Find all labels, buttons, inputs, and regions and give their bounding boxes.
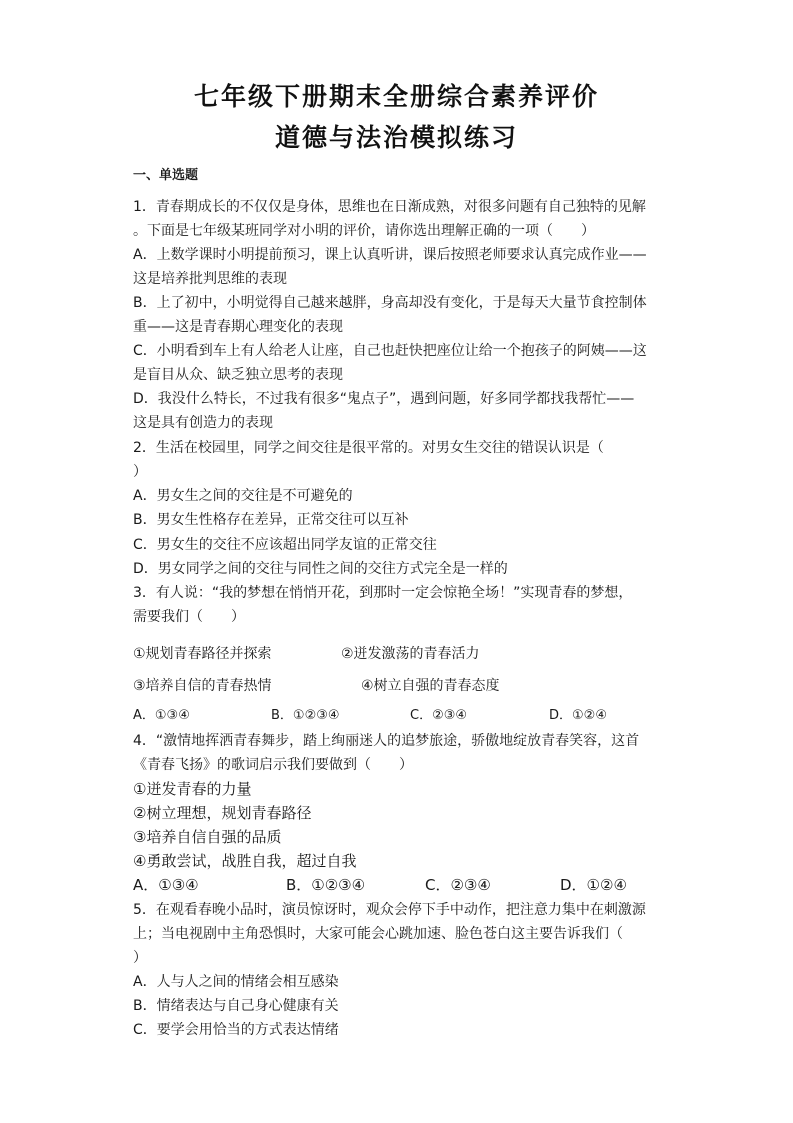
q5-stem-line1: 5．在观看春晚小品时，演员惊讶时，观众会停下手中动作，把注意力集中在刺激源 — [133, 902, 646, 918]
q4-statement-3: ③培养自信自强的品质 — [133, 828, 282, 846]
q4-statement-4: ④勇敢尝试，战胜自我，超过自我 — [133, 852, 357, 870]
q5-option-c: C．要学会用恰当的方式表达情绪 — [133, 1022, 339, 1038]
q1-option-a-line2: 这是培养批判思维的表现 — [133, 271, 287, 287]
q3-statement-4: ④树立自强的青春态度 — [361, 678, 500, 694]
q5-stem-line2: 上；当电视剧中主角恐惧时，大家可能会心跳加速、脸色苍白这主要告诉我们（ — [133, 926, 623, 942]
page-subtitle: 道德与法治模拟练习 — [274, 123, 518, 152]
q4-option-c: C．②③④ — [425, 876, 491, 894]
q4-stem-line1: 4．“激情地挥洒青春舞步，踏上绚丽迷人的追梦旅途，骄傲地绽放青春笑容，这首 — [133, 733, 640, 749]
q2-stem-line1: 2．生活在校园里，同学之间交往是很平常的。对男女生交往的错误认识是（ — [133, 440, 604, 456]
section-heading: 一、单选题 — [133, 168, 199, 183]
q3-option-d: D．①②④ — [549, 708, 607, 723]
q1-option-a-line1: A．上数学课时小明提前预习，课上认真听讲，课后按照老师要求认真完成作业—— — [133, 247, 647, 263]
q2-option-d: D．男女同学之间的交往与同性之间的交往方式完全是一样的 — [133, 561, 508, 577]
q4-statement-2: ②树立理想，规划青春路径 — [133, 804, 312, 822]
q3-option-c: C．②③④ — [410, 708, 468, 723]
q2-option-c: C．男女生的交往不应该超出同学友谊的正常交往 — [133, 537, 437, 553]
q1-option-d-line2: 这是具有创造力的表现 — [133, 415, 273, 431]
q3-stem-line2: 需要我们（ ） — [133, 609, 245, 625]
q1-stem-line2: 。下面是七年级某班同学对小明的评价，请你选出理解正确的一项（ ） — [133, 223, 595, 239]
q1-stem-line1: 1．青春期成长的不仅仅是身体，思维也在日渐成熟，对很多问题有自己独特的见解 — [133, 199, 646, 215]
page-title: 七年级下册期末全册综合素养评价 — [193, 82, 599, 111]
q1-option-b-line1: B．上了初中，小明觉得自己越来越胖，身高却没有变化，于是每天大量节食控制体 — [133, 295, 647, 311]
q3-option-a: A．①③④ — [133, 708, 190, 723]
q3-statement-2: ②迸发激荡的青春活力 — [341, 646, 480, 662]
q2-stem-line2: ） — [133, 464, 147, 480]
q5-option-b: B．情绪表达与自己身心健康有关 — [133, 998, 339, 1014]
q4-statement-1: ①迸发青春的力量 — [133, 780, 252, 798]
q1-option-c-line1: C．小明看到车上有人给老人让座，自己也赶快把座位让给一个抱孩子的阿姨——这 — [133, 343, 647, 359]
q4-option-d: D．①②④ — [560, 876, 627, 894]
q3-statement-1: ①规划青春路径并探索 — [133, 646, 272, 662]
q1-option-c-line2: 是盲目从众、缺乏独立思考的表现 — [133, 367, 343, 383]
q2-option-b: B．男女生性格存在差异，正常交往可以互补 — [133, 512, 409, 528]
q1-option-d-line1: D．我没什么特长，不过我有很多“鬼点子”，遇到问题，好多同学都找我帮忙—— — [133, 391, 635, 407]
q3-statement-3: ③培养自信的青春热情 — [133, 678, 272, 694]
q4-option-b: B．①②③④ — [286, 876, 366, 894]
q5-option-a: A．人与人之间的情绪会相互感染 — [133, 974, 339, 990]
q2-option-a: A．男女生之间的交往是不可避免的 — [133, 488, 353, 504]
q4-option-a: A．①③④ — [133, 876, 199, 894]
q4-stem-line2: 《青春飞扬》的歌词启示我们要做到（ ） — [133, 757, 413, 773]
q3-option-b: B．①②③④ — [271, 708, 340, 723]
q5-stem-line3: ） — [133, 950, 147, 966]
q3-stem-line1: 3．有人说：“我的梦想在悄悄开花，到那时一定会惊艳全场！”实现青春的梦想， — [133, 585, 633, 601]
q1-option-b-line2: 重——这是青春期心理变化的表现 — [133, 319, 343, 335]
